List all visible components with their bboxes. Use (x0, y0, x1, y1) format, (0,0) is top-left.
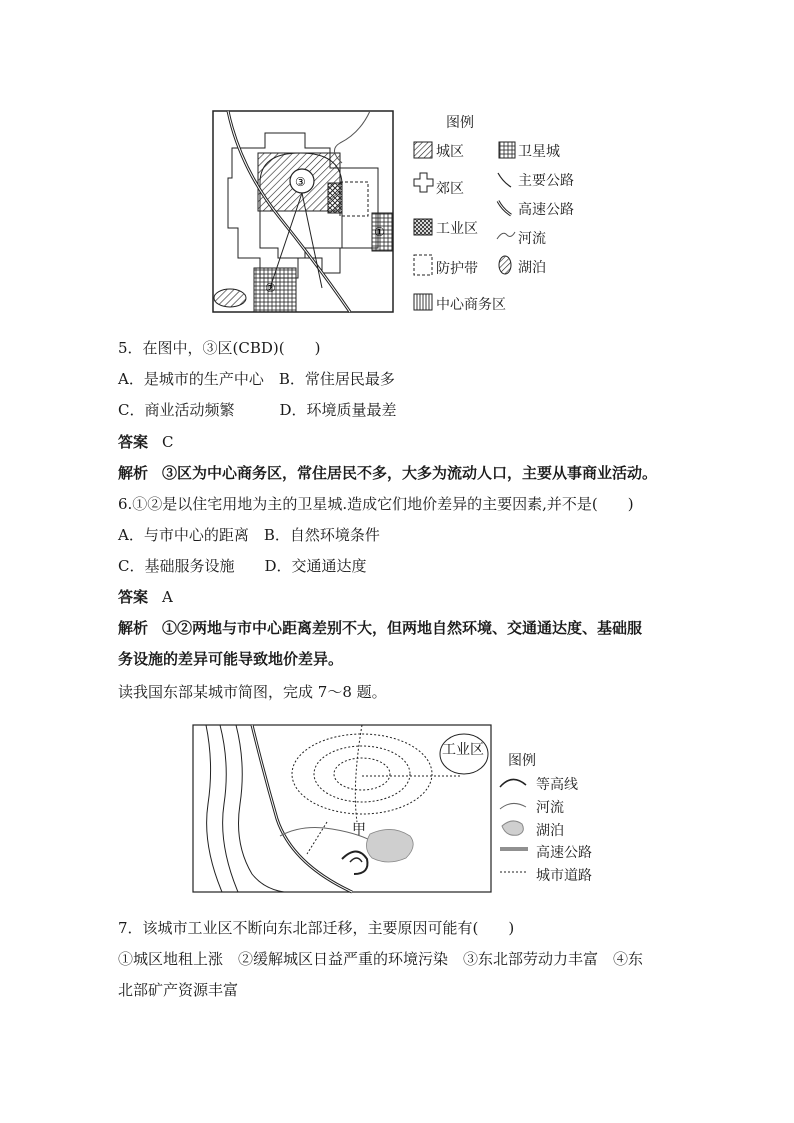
legend-river2: 河流 (536, 800, 564, 816)
legend-city-swatch (413, 140, 437, 160)
q5-analysis (118, 463, 657, 483)
q5-answer (118, 432, 174, 452)
label-jia: 甲 (352, 822, 366, 838)
legend-satellite: 卫星城 (518, 144, 560, 160)
legend-contour-swatch (498, 775, 528, 791)
analysis-label: 解析 (118, 464, 149, 482)
legend-lake-swatch (496, 254, 516, 276)
legend-industry: 工业区 (436, 221, 478, 237)
legend-lake2-swatch (498, 818, 528, 838)
answer-value: A (162, 588, 173, 606)
q6-options-cd: C．基础服务设施 D．交通通达度 (118, 557, 367, 575)
legend-cbd: 中心商务区 (436, 297, 506, 313)
legend-highway-swatch (495, 198, 515, 218)
lake-shape (214, 289, 246, 307)
legend-suburb: 郊区 (436, 181, 464, 197)
legend-city: 城区 (436, 144, 464, 160)
label-3: ③ (295, 175, 306, 189)
map1-legend-title: 图例 (446, 115, 474, 131)
legend-contour: 等高线 (536, 777, 578, 793)
legend-river: 河流 (518, 231, 546, 247)
legend-belt: 防护带 (436, 261, 478, 277)
intro-text: 读我国东部某城市简图，完成 7～8 题。 (118, 683, 387, 701)
label-1: ① (374, 225, 385, 239)
legend-main-road-swatch (495, 170, 515, 190)
answer-value: C (162, 433, 174, 451)
answer-label: 答案 (118, 433, 149, 451)
lake-shape (366, 829, 413, 862)
legend-highway: 高速公路 (518, 202, 574, 218)
legend-cityroad-swatch (498, 867, 530, 877)
legend-lake: 湖泊 (518, 260, 546, 276)
legend-river-swatch (495, 228, 517, 242)
legend-lake2: 湖泊 (536, 823, 564, 839)
analysis-text: ③区为中心商务区，常住居民不多，大多为流动人口，主要从事商业活动。 (162, 464, 658, 482)
legend-highway2: 高速公路 (536, 845, 592, 861)
q6-stem: 6.①②是以住宅用地为主的卫星城.造成它们地价差异的主要因素,并不是( ) (118, 495, 634, 513)
legend-satellite-swatch (498, 140, 520, 160)
legend-highway2-swatch (498, 844, 530, 854)
q6-options-ab: A．与市中心的距离 B．自然环境条件 (118, 526, 380, 544)
q5-options-cd: C．商业活动频繁 D．环境质量最差 (118, 401, 397, 419)
legend-suburb-swatch (413, 171, 435, 193)
label-industry: 工业区 (442, 742, 484, 758)
q6-analysis (118, 618, 642, 638)
legend-industry-swatch (413, 217, 437, 237)
legend-river2-swatch (498, 797, 528, 813)
q6-analysis-cont: 务设施的差异可能导致地价差异。 (118, 650, 344, 668)
label-2: ② (265, 281, 276, 295)
legend-cbd-swatch (413, 292, 435, 312)
q6-answer (118, 587, 173, 607)
terrain-city-map (192, 724, 492, 894)
q7-options-2: 北部矿产资源丰富 (118, 981, 239, 999)
city-structure-map (210, 108, 510, 318)
legend-main-road: 主要公路 (518, 173, 574, 189)
q7-options-1: ①城区地租上涨 ②缓解城区日益严重的环境污染 ③东北部劳动力丰富 ④东 (118, 950, 644, 968)
q5-stem: 5．在图中，③区(CBD)( ) (118, 339, 321, 357)
legend-cityroad: 城市道路 (536, 868, 592, 884)
q5-options-ab: A．是城市的生产中心 B．常住居民最多 (118, 370, 395, 388)
analysis-text-1: ①②两地与市中心距离差别不大，但两地自然环境、交通通达度、基础服 (162, 619, 643, 637)
legend-belt-swatch (413, 253, 435, 277)
analysis-label: 解析 (118, 619, 149, 637)
q7-stem: 7．该城市工业区不断向东北部迁移，主要原因可能有( ) (118, 919, 515, 937)
map2-legend-title: 图例 (508, 753, 536, 769)
answer-label: 答案 (118, 588, 149, 606)
